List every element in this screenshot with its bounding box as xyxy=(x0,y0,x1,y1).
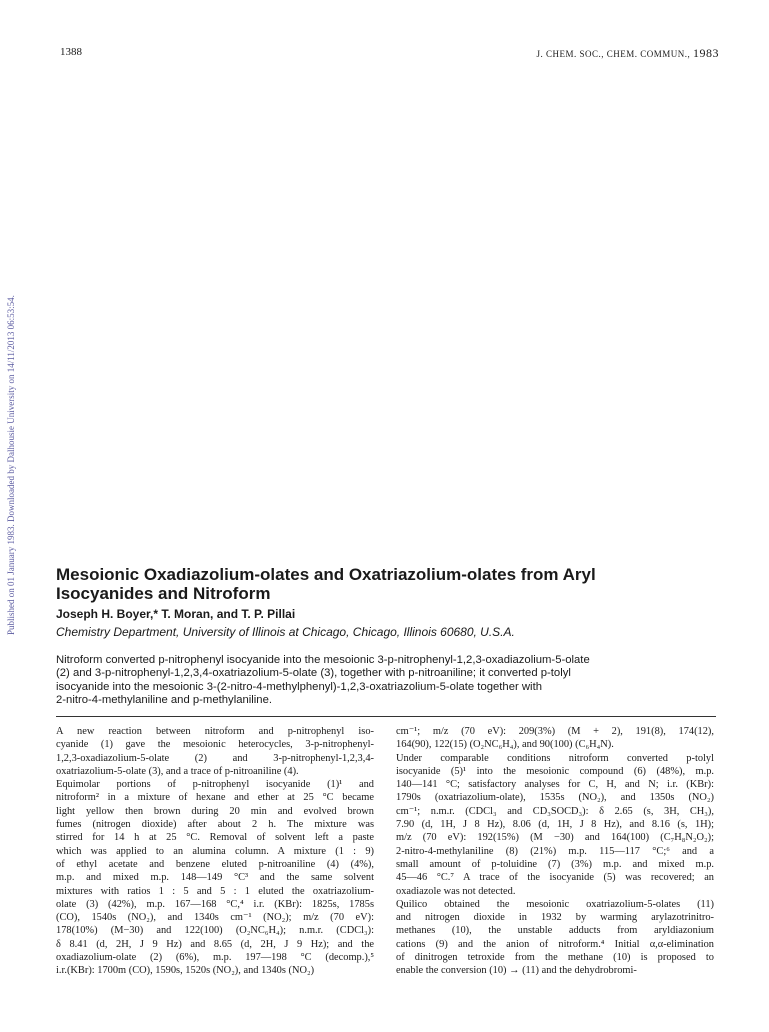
abstract-line: isocyanide into the mesoionic 3-(2-nitro-4-methylphenyl)-1,2,3-oxatriazolium-5-olate together with xyxy=(56,680,542,693)
body-line: cations (9) and the anion of nitroform.⁴ Initial α,α-elimination xyxy=(396,938,714,950)
body-line: fumes (nitrogen dioxide) after about 2 h. The mixture was xyxy=(56,819,374,831)
abstract-line: (2) and 3-p-nitrophenyl-1,2,3,4-oxatriazolium-5-olate (3), together with p-nitroaniline; it converted p-tolyl xyxy=(56,667,571,680)
body-column-left xyxy=(56,725,374,978)
abstract-line: Nitroform converted p-nitrophenyl isocyanide into the mesoionic 3-p-nitrophenyl-1,2,3-oxadiazolium-5-olate xyxy=(56,654,590,666)
page-number: 1388 xyxy=(60,46,82,58)
body-line: 45—46 °C.⁷ A trace of the isocyanide (5) was recovered; an xyxy=(396,872,714,884)
body-line: isocyanide (5)¹ into the mesoionic compound (6) (48%), m.p. xyxy=(396,765,714,777)
journal-header xyxy=(536,46,719,61)
body-line: Under comparable conditions nitroform converted p-tolyl xyxy=(396,752,714,764)
abstract-line: 2-nitro-4-methylaniline and p-methylaniline. xyxy=(56,693,273,706)
section-divider xyxy=(56,716,716,717)
body-line: 1,2,3-oxadiazolium-5-olate (2) and 3-p-nitrophenyl-1,2,3,4- xyxy=(56,752,374,764)
body-line: mixtures with ratios 1 : 5 and 5 : 1 eluted the oxatriazolium- xyxy=(56,885,374,897)
body-line: Equimolar portions of p-nitrophenyl isocyanide (1)¹ and xyxy=(56,779,374,791)
body-line: A new reaction between nitroform and p-nitrophenyl iso- xyxy=(56,726,374,737)
body-line: 7.90 (d, 1H, J 8 Hz), 8.06 (d, 1H, J 8 Hz), and 8.16 (s, 1H); xyxy=(396,819,714,831)
body-line: which was applied to an alumina column. A mixture (1 : 9) xyxy=(56,845,374,857)
journal-name: J. CHEM. SOC., CHEM. COMMUN., xyxy=(536,49,691,59)
body-line: oxadiazolium-olate (2) (6%), m.p. 197—198 °C (decomp.),⁵ xyxy=(56,952,374,964)
body-line: cm⁻¹; n.m.r. (CDCl₃ and CD₃SOCD₃): δ 2.65 (s, 3H, CH₃), xyxy=(396,805,714,817)
body-line: of ethyl acetate and benzene eluted p-nitroaniline (4) (4%), xyxy=(56,858,374,870)
article-title xyxy=(56,565,716,603)
body-line: stirred for 14 h at 25 °C. Removal of solvent left a paste xyxy=(56,832,374,844)
title-line: Isocyanides and Nitroform xyxy=(56,584,271,603)
body-line: 178(10%) (M−30) and 122(100) (O₂NC₆H₄); n.m.r. (CDCl₃): xyxy=(56,925,374,937)
body-line: 140—141 °C; satisfactory analyses for C, H, and N; i.r. (KBr): xyxy=(396,779,714,791)
affiliation: Chemistry Department, University of Illinois at Chicago, Chicago, Illinois 60680, U.S.A. xyxy=(56,625,515,639)
body-line: m/z (70 eV): 192(15%) (M −30) and 164(100) (C₇H₈N₂O₂); xyxy=(396,832,714,844)
body-line: enable the conversion (10) → (11) and the dehydrobromi- xyxy=(396,965,637,977)
body-line: olate (3) (42%), m.p. 167—168 °C,⁴ i.r. (KBr): 1825s, 1785s xyxy=(56,898,374,910)
abstract xyxy=(56,654,716,707)
body-line: small amount of p-toluidine (7) (3%) m.p. and mixed m.p. xyxy=(396,858,714,870)
body-line: δ 8.41 (d, 2H, J 9 Hz) and 8.65 (d, 2H, J 9 Hz); and the xyxy=(56,938,374,950)
body-line: i.r.(KBr): 1700m (CO), 1590s, 1520s (NO₂), and 1340s (NO₂) xyxy=(56,965,315,977)
body-line: light yellow then brown during 20 min and evolved brown xyxy=(56,805,374,817)
body-line: methanes (10), the unstable adducts from aryldiazonium xyxy=(396,925,714,937)
body-column-right xyxy=(396,725,714,978)
body-line: 1790s (oxatriazolium-olate), 1535s (NO₂), and 1350s (NO₂) xyxy=(396,792,714,804)
journal-year: 1983 xyxy=(693,46,719,60)
body-line: m.p. and mixed m.p. 148—149 °C³ and the same solvent xyxy=(56,872,374,884)
body-line: of dinitrogen tetroxide from the methane (10) is proposed to xyxy=(396,952,714,964)
body-line: 2-nitro-4-methylaniline (8) (21%) m.p. 115—117 °C;⁶ and a xyxy=(396,845,714,857)
body-line: oxadiazole was not detected. xyxy=(396,885,516,897)
download-watermark xyxy=(6,230,18,635)
title-line: Mesoionic Oxadiazolium-olates and Oxatriazolium-olates from Aryl xyxy=(56,565,596,584)
body-line: cm⁻¹; m/z (70 eV): 209(3%) (M + 2), 191(8), 174(12), xyxy=(396,726,714,737)
body-line: and nitrogen dioxide in 1932 by warming arylazotrinitro- xyxy=(396,912,714,924)
body-line: nitroform² in a mixture of hexane and ether at 25 °C became xyxy=(56,792,374,804)
authors: Joseph H. Boyer,* T. Moran, and T. P. Pillai xyxy=(56,607,296,621)
body-line: (CO), 1540s (NO₂), and 1340s cm⁻¹ (NO₂); m/z (70 eV): xyxy=(56,912,374,924)
body-line: cyanide (1) gave the mesoionic heterocycles, 3-p-nitrophenyl- xyxy=(56,739,374,751)
body-line: Quilico obtained the mesoionic oxatriazolium-5-olates (11) xyxy=(396,898,714,910)
body-line: 164(90), 122(15) (O₂NC₆H₄), and 90(100) (C₆H₄N). xyxy=(396,739,614,751)
download-watermark-text: Published on 01 January 1983. Downloaded by Dalhousie University on 14/11/2013 06:53:54. xyxy=(6,295,16,635)
body-line: oxatriazolium-5-olate (3), and a trace of p-nitroaniline (4). xyxy=(56,765,299,777)
